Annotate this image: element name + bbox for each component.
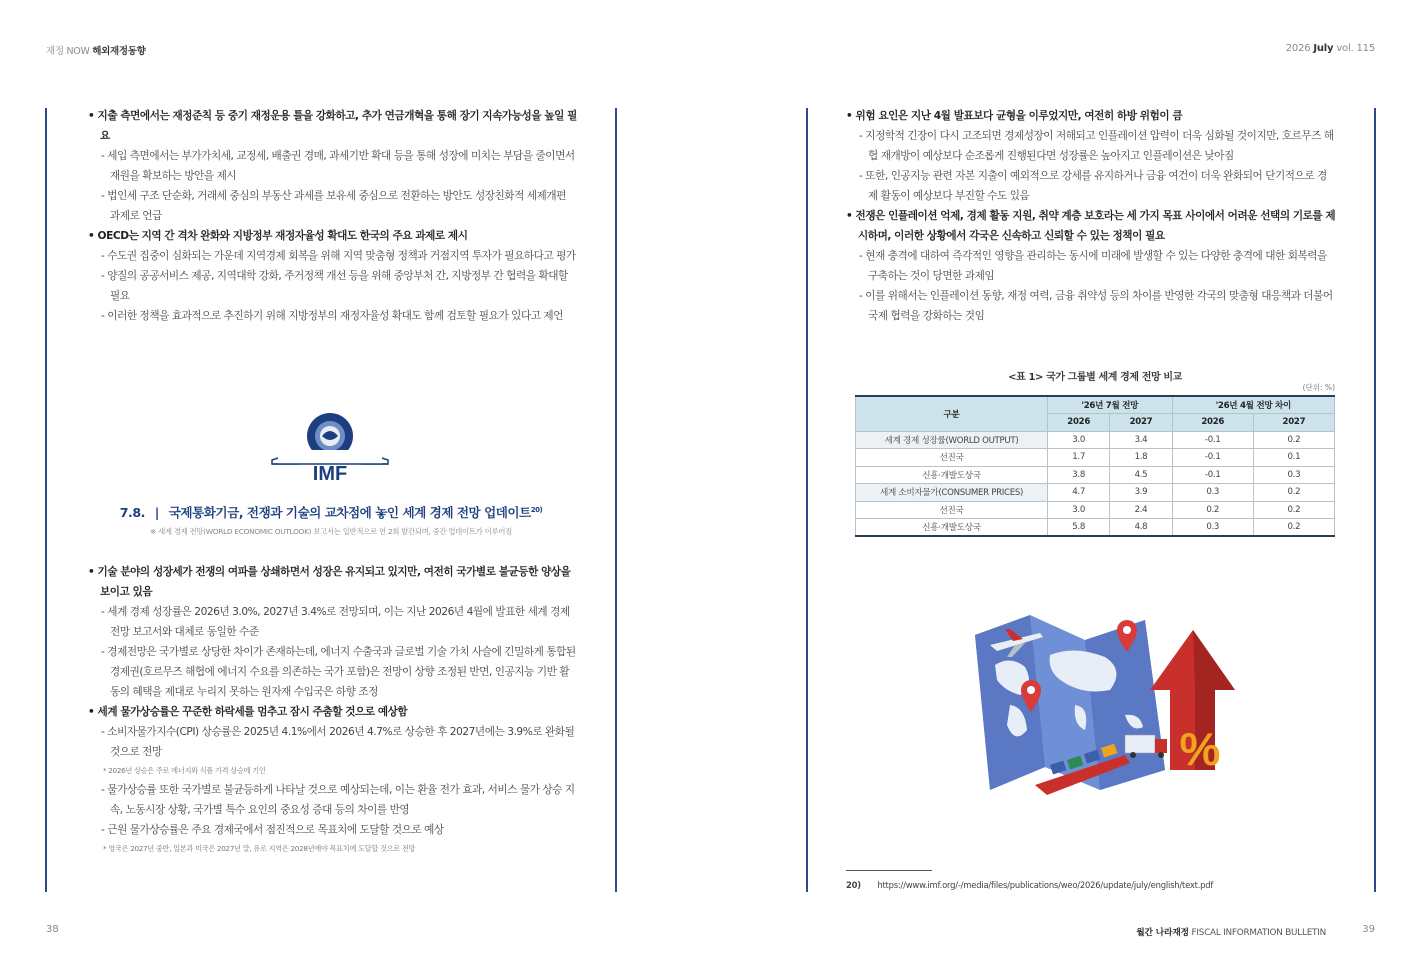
table-header-year: 2027: [1253, 414, 1334, 432]
table-row: [856, 484, 1335, 502]
running-header-left: [46, 43, 146, 57]
table-cell: 1.7: [1048, 449, 1110, 467]
bullet-point: • 위험 요인은 지난 4월 발표보다 균형을 이루었지만, 여전히 하방 위험이 큼: [846, 110, 1183, 122]
page-number-right: 39: [1362, 924, 1375, 935]
section-title: [46, 502, 616, 521]
table-unit: (단위: %): [1302, 383, 1335, 392]
note-text: * 2026년 상승은 주로 에너지와 식품 가격 상승에 기인: [103, 766, 266, 775]
sub-bullet: - 이를 위해서는 인플레이션 동향, 재정 여력, 금융 취약성 등의 차이를 반영한 각국의 맞춤형 대응책과 더불어 국제 협력을 강화하는 것임: [859, 290, 1333, 322]
bulletin-title-en: FISCAL INFORMATION BULLETIN: [1191, 928, 1326, 938]
right-top-body: [846, 106, 1336, 326]
section-divider: |: [154, 505, 159, 520]
table-row-label: 선진국: [856, 501, 1048, 519]
imf-logo: [268, 412, 392, 492]
left-bottom-body: [88, 562, 578, 858]
table-row: [856, 431, 1335, 449]
sub-bullet: - 양질의 공공서비스 제공, 지역대학 강화, 주거정책 개선 등을 위해 중앙부처 간, 지방정부 간 협력을 확대할 필요: [101, 270, 568, 302]
left-top-body: [88, 106, 578, 326]
left-page-inner-rule: [615, 108, 617, 892]
bullet-point: • 세계 물가상승률은 꾸준한 하락세를 멈추고 잠시 주춤할 것으로 예상함: [88, 706, 408, 718]
table-cell: 0.2: [1253, 431, 1334, 449]
bullet-point: • 지출 측면에서는 재정준칙 등 중기 재정운용 틀을 강화하고, 추가 연금개혁을 통해 장기 지속가능성을 높일 필요: [88, 110, 577, 142]
sub-bullet: - 법인세 구조 단순화, 거래세 중심의 부동산 과세를 보유세 중심으로 전환하는 방안도 성장친화적 세제개편 과제로 언급: [101, 190, 566, 222]
table-cell: 4.8: [1110, 519, 1172, 537]
sub-bullet: - 현재 충격에 대하여 즉각적인 영향을 관리하는 동시에 미래에 발생할 수 있는 다양한 충격에 대한 회복력을 구축하는 것이 당면한 과제임: [859, 250, 1327, 282]
right-page-outer-rule: [1374, 108, 1376, 892]
imf-logo-text: IMF: [312, 463, 348, 485]
table-title: <표 1> 국가 그룹별 세계 경제 전망 비교: [1008, 372, 1182, 383]
table-cell: -0.1: [1172, 466, 1253, 484]
table-row-label: 신흥·개발도상국: [856, 519, 1048, 537]
section-footnote-mark[interactable]: 20): [530, 505, 543, 514]
table-header-year: 2027: [1110, 414, 1172, 432]
sub-bullet: - 지정학적 긴장이 다시 고조되면 경제성장이 저해되고 인플레이션 압력이 더욱 심화될 것이지만, 호르무즈 해협 재개방이 예상보다 순조롭게 진행된다면 성장률은 높아지고 인플레이션은 낮아짐: [859, 130, 1334, 162]
sub-bullet: - 이러한 정책을 효과적으로 추진하기 위해 지방정부의 재정자율성 확대도 함께 검토할 필요가 있다고 제언: [101, 310, 563, 322]
sub-bullet: - 경제전망은 국가별로 상당한 차이가 존재하는데, 에너지 수출국과 글로벌 기술 가치 사슬에 긴밀하게 통합된 경제권(호르무즈 해협에 에너지 수요를 의존하는 국가 포함)은 전망이 상향 조정된 반면, 인공지능 기반 활동의 혜택을 제대로 누리지 못하는 원자재 수입국은 하향 조정: [101, 646, 576, 698]
section-title-text: 국제통화기금, 전쟁과 기술의 교차점에 놓인 세계 경제 전망 업데이트: [168, 505, 531, 520]
table-cell: 0.2: [1172, 501, 1253, 519]
percent-symbol: %: [1179, 723, 1221, 775]
table-cell: 0.2: [1253, 484, 1334, 502]
table-header-year: 2026: [1172, 414, 1253, 432]
table-header-group1: '26년 7월 전망: [1048, 396, 1173, 414]
footnote-mark: 20): [846, 880, 861, 890]
bullet-point: • 전쟁은 인플레이션 억제, 경제 활동 지원, 취약 계층 보호라는 세 가지 목표 사이에서 어려운 선택의 기로를 제시하며, 이러한 상황에서 각국은 신속하고 신뢰할 수 있는 정책이 필요: [846, 210, 1336, 242]
table-row-label: 선진국: [856, 449, 1048, 467]
table-cell: 0.3: [1172, 484, 1253, 502]
table-row-label: 세계 소비자물가(CONSUMER PRICES): [856, 484, 1048, 502]
table-cell: 0.1: [1253, 449, 1334, 467]
header-section: 해외재정동향: [92, 46, 146, 57]
sub-bullet: - 수도권 집중이 심화되는 가운데 지역경제 회복을 위해 지역 맞춤형 정책과 거점지역 투자가 필요하다고 평가: [101, 250, 576, 262]
left-page-outer-rule: [45, 108, 47, 892]
footnote: [846, 880, 1213, 890]
table-cell: 5.8: [1048, 519, 1110, 537]
footnote-url[interactable]: https://www.imf.org/-/media/files/publications/weo/2026/update/july/english/text.pdf: [877, 880, 1214, 890]
table-row: [856, 519, 1335, 537]
right-page-inner-rule: [806, 108, 808, 892]
note-text: * 영국은 2027년 중반, 일본과 미국은 2027년 말, 유로 지역은 2028년에야 목표치에 도달할 것으로 전망: [103, 844, 416, 853]
table-cell: 3.4: [1110, 431, 1172, 449]
header-prefix: 재정 NOW: [46, 46, 90, 57]
sub-bullet: - 또한, 인공지능 관련 자본 지출이 예외적으로 강세를 유지하거나 금융 여건이 더욱 완화되어 단기적으로 경제 활동이 예상보다 부진할 수도 있음: [859, 170, 1327, 202]
table-cell: 0.2: [1253, 519, 1334, 537]
table-cell: 3.0: [1048, 431, 1110, 449]
table-row: [856, 449, 1335, 467]
table-cell: 0.2: [1253, 501, 1334, 519]
table-cell: 3.9: [1110, 484, 1172, 502]
world-trade-illustration: [935, 595, 1235, 810]
footnote-rule: [846, 870, 932, 871]
header-month: July: [1313, 43, 1334, 54]
sub-bullet: - 물가상승률 또한 국가별로 불균등하게 나타날 것으로 예상되는데, 이는 환율 전가 효과, 서비스 물가 상승 지속, 노동시장 상황, 국가별 특수 요인의 중요성 증대 등의 차이를 반영: [101, 784, 575, 816]
table-header-year: 2026: [1048, 414, 1110, 432]
header-volume: vol. 115: [1336, 43, 1375, 54]
sub-bullet: - 세입 측면에서는 부가가치세, 교정세, 배출권 경매, 과세기반 확대 등을 통해 성장에 미치는 부담을 줄이면서 재원을 확보하는 방안을 제시: [101, 150, 575, 182]
table-cell: 0.3: [1172, 519, 1253, 537]
sub-bullet: - 세계 경제 성장률은 2026년 3.0%, 2027년 3.4%로 전망되며, 이는 지난 2026년 4월에 발표한 세계 경제 전망 보고서와 대체로 동일한 수준: [101, 606, 570, 638]
table-row: [856, 501, 1335, 519]
section-number: 7.8.: [119, 505, 145, 520]
running-header-right: [1286, 43, 1375, 54]
table-cell: 0.3: [1253, 466, 1334, 484]
bulletin-title-kr: 월간 나라재정: [1136, 928, 1189, 938]
table-row-label: 세계 경제 성장률(WORLD OUTPUT): [856, 431, 1048, 449]
table-cell: -0.1: [1172, 449, 1253, 467]
outlook-table: [855, 395, 1335, 537]
table-header-category: 구분: [856, 396, 1048, 431]
table-cell: 4.7: [1048, 484, 1110, 502]
sub-bullet: - 근원 물가상승률은 주요 경제국에서 점진적으로 목표치에 도달할 것으로 예상: [101, 824, 444, 836]
bullet-point: • 기술 분야의 성장세가 전쟁의 여파를 상쇄하면서 성장은 유지되고 있지만, 여전히 국가별로 불균등한 양상을 보이고 있음: [88, 566, 571, 598]
table-cell: 1.8: [1110, 449, 1172, 467]
table-cell: 3.8: [1048, 466, 1110, 484]
table-cell: 3.0: [1048, 501, 1110, 519]
table-cell: 2.4: [1110, 501, 1172, 519]
table-cell: -0.1: [1172, 431, 1253, 449]
table-row-label: 신흥·개발도상국: [856, 466, 1048, 484]
sub-bullet: - 소비자물가지수(CPI) 상승률은 2025년 4.1%에서 2026년 4.7%로 상승한 후 2027년에는 3.9%로 완화될 것으로 전망: [101, 726, 575, 758]
page-number-left: 38: [46, 924, 59, 935]
section-subtitle: ※ 세계 경제 전망(WORLD ECONOMIC OUTLOOK) 보고서는 일반적으로 연 2회 발간되며, 중간 업데이트가 이루어짐: [150, 527, 512, 536]
table-row: [856, 466, 1335, 484]
table-cell: 4.5: [1110, 466, 1172, 484]
header-year: 2026: [1285, 43, 1311, 54]
bulletin-title: [1136, 925, 1326, 938]
bullet-point: • OECD는 지역 간 격차 완화와 지방정부 재정자율성 확대도 한국의 주요 과제로 제시: [88, 230, 468, 242]
table-header-group2: '26년 4월 전망 차이: [1172, 396, 1334, 414]
